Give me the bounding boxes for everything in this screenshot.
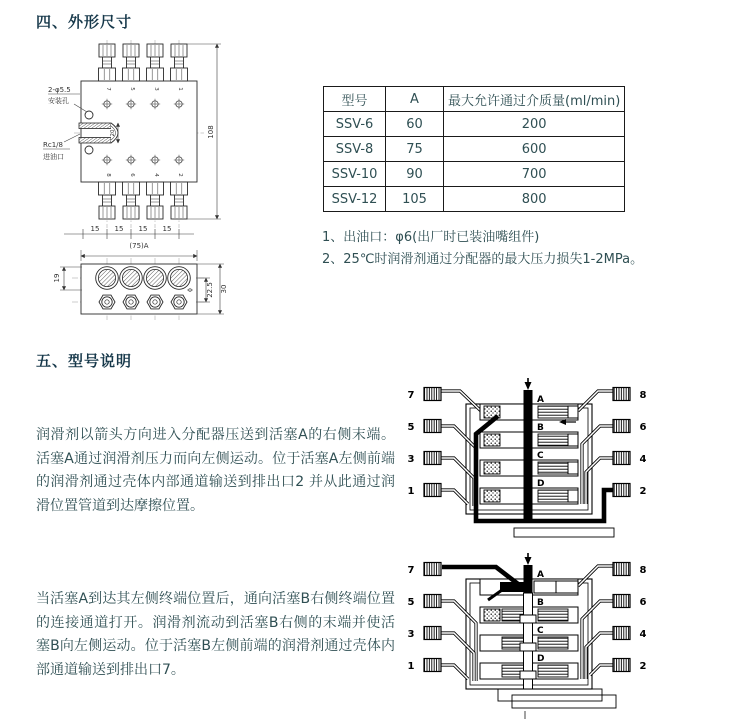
mount-hole-label-1: 2-φ5.5 [48,86,71,94]
piston-label-B: B [537,598,544,608]
spec-table [323,86,625,212]
cell-A: 105 [386,187,444,212]
schematic-diagram-2 [402,553,652,719]
dim-30: 30 [220,284,228,294]
piston-label-D: D [537,654,545,664]
mount-hole-label-2: 安装孔 [48,97,69,105]
dim-20: 20 [110,129,116,137]
port-8: 8 [639,390,647,401]
piston-label-A: A [537,395,544,405]
inlet-channel-filled-top [524,565,533,593]
front-top-port-7: 7 [105,87,111,91]
front-top-port-1: 1 [177,87,183,91]
cell-model: SSV-10 [324,162,386,187]
port-6: 6 [639,422,647,433]
col-header-A: A [386,87,444,112]
port-3: 3 [407,454,415,465]
port-1: 1 [407,661,415,672]
front-bottom-port-8: 8 [105,173,111,177]
col-header-model: 型号 [324,87,386,112]
dim-15-1: 15 [90,225,100,233]
cell-A: 60 [386,112,444,137]
inlet-arrow [525,382,532,390]
cell-model: SSV-12 [324,187,386,212]
left-pipes [441,601,476,681]
port-7: 7 [407,390,415,401]
outline-dimension-drawing [34,34,246,346]
dim-75A: (75)A [129,242,149,250]
port-2: 2 [639,486,647,497]
dim-15-2: 15 [114,225,124,233]
port-4: 4 [639,629,647,640]
section4-title: 四、外形尺寸 [36,13,133,31]
cell-model: SSV-8 [324,137,386,162]
port-2: 2 [639,661,647,672]
cell-A: 90 [386,162,444,187]
port-3: 3 [407,629,415,640]
front-bottom-port-6: 6 [129,173,135,177]
dim-108: 108 [207,125,215,139]
dim-15-4: 15 [162,225,172,233]
cell-flow: 600 [444,137,625,162]
front-top-port-3: 3 [153,87,159,91]
cell-flow: 200 [444,112,625,137]
piston-label-B: B [537,423,544,433]
table-row [324,187,625,212]
section5-title: 五、型号说明 [36,352,133,370]
dim-15-3: 15 [138,225,148,233]
port-4: 4 [639,454,647,465]
port-5: 5 [407,597,415,608]
port-5: 5 [407,422,415,433]
piston-label-C: C [537,451,544,461]
port-7: 7 [407,565,415,576]
piston-label-C: C [537,626,544,636]
distributor-body-front-view [81,81,197,182]
table-header-row [324,87,625,112]
note-1: 1、出油口：φ6(出厂时已装油嘴组件) [322,230,540,245]
inlet-label-1: Rc1/8 [43,141,63,149]
piston-A-left-chamber [500,582,524,592]
front-bottom-port-4: 4 [153,173,159,177]
inlet-label-2: 进油口 [43,153,64,161]
paragraph-1: 润滑剂以箭头方向进入分配器压送到活塞A的右侧末端。活塞A通过润滑剂压力而向左侧运动。位于活塞A左侧前端的润滑剂通过壳体内部通道输送到排出口2 并从此通过润滑位置管道到达摩擦位置。 [36,427,395,514]
cell-model: SSV-6 [324,112,386,137]
schematic-diagram-1 [402,378,652,540]
table-row [324,112,625,137]
piston-label-D: D [537,479,545,489]
inlet-channel-filled [524,390,533,520]
front-top-port-5: 5 [129,87,135,91]
table-row [324,137,625,162]
paragraph-2: 当活塞A到达其左侧终端位置后，通向活塞B右侧终端位置的连接通道打开。润滑剂流动到活塞B右侧的末端并使活塞B向左侧运动。位于活塞B左侧前端的润滑剂通过壳体内部通道输送到排出口7。 [36,591,395,678]
piston-label-A: A [537,570,544,580]
port-1: 1 [407,486,415,497]
port-8: 8 [639,565,647,576]
right-pipes [578,566,613,679]
table-notes [322,227,643,271]
cell-flow: 800 [444,187,625,212]
dim-19: 19 [53,273,61,283]
port-6: 6 [639,597,647,608]
front-bottom-port-2: 2 [177,173,183,177]
dim-22_5: 22.5 [206,282,214,298]
inlet-arrow [525,557,532,565]
right-pipes [578,391,613,504]
cell-flow: 700 [444,162,625,187]
table-row [324,162,625,187]
cell-A: 75 [386,137,444,162]
col-header-flow: 最大允许通过介质量(ml/min) [444,87,625,112]
note-2: 2、25℃时润滑剂通过分配器的最大压力损失1-2MPa。 [322,252,644,267]
